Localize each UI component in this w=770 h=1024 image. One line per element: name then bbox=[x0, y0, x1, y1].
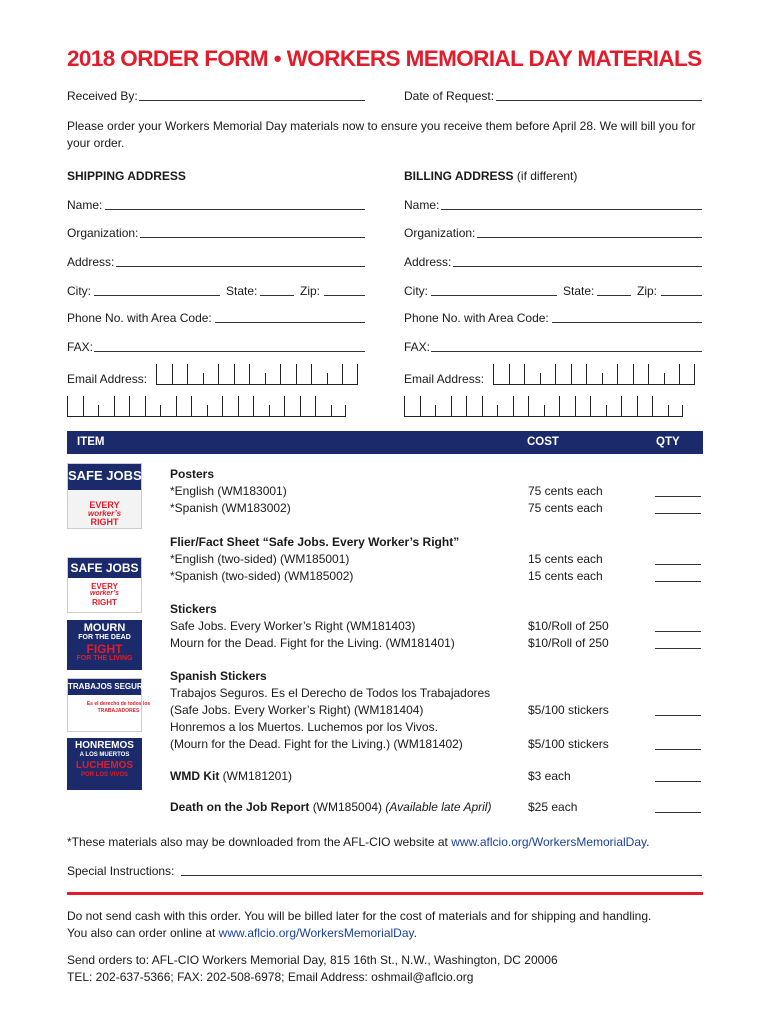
flier-cost-spanish: 15 cents each bbox=[528, 569, 603, 583]
wmd-kit-cost: $3 each bbox=[528, 769, 571, 783]
billing-heading-wrap bbox=[404, 168, 577, 185]
honremos-thumb-line1: HONREMOS bbox=[75, 740, 134, 751]
spanish-stickers-line3: Honremos a los Muertos. Luchemos por los Vivos. bbox=[170, 720, 438, 734]
flier-thumb-line3: worker’s bbox=[90, 590, 119, 597]
qty-field-wmd-kit[interactable] bbox=[655, 781, 701, 782]
shipping-fax-label: FAX: bbox=[67, 340, 94, 354]
special-instructions-label: Special Instructions: bbox=[67, 864, 175, 878]
shipping-phone-label: Phone No. with Area Code: bbox=[67, 311, 212, 325]
mourn-thumb-line2: FOR THE DEAD bbox=[78, 634, 131, 641]
poster-thumb-line4: RIGHT bbox=[90, 517, 119, 527]
shipping-city-label: City: bbox=[67, 284, 91, 298]
poster-thumb-line1: SAFE JOBS bbox=[68, 468, 142, 483]
footnote-text: *These materials also may be downloaded from the AFL-CIO website at bbox=[67, 835, 452, 849]
wmd-kit-row bbox=[170, 768, 292, 785]
shipping-address-label: Address: bbox=[67, 255, 115, 269]
billing-fax-label: FAX: bbox=[404, 340, 431, 354]
qty-field-posters-spanish[interactable] bbox=[655, 513, 701, 514]
notice-line1: Do not send cash with this order. You will be billed later for the cost of materials and for shipping and handling. bbox=[67, 909, 652, 923]
notice-link[interactable]: www.aflcio.org/WorkersMemorialDay bbox=[218, 926, 414, 940]
qty-field-flier-spanish[interactable] bbox=[655, 581, 701, 582]
report-title: Death on the Job Report bbox=[170, 800, 310, 814]
billing-city-field[interactable] bbox=[431, 295, 557, 296]
flier-title: Flier/Fact Sheet “Safe Jobs. Every Worker’s Right” bbox=[170, 535, 460, 549]
flier-thumb-line4: RIGHT bbox=[92, 598, 117, 607]
qty-field-stickers-mourn[interactable] bbox=[655, 648, 701, 649]
stickers-cost-mourn: $10/Roll of 250 bbox=[528, 636, 609, 650]
shipping-name-field[interactable] bbox=[105, 209, 365, 210]
qty-field-posters-english[interactable] bbox=[655, 496, 701, 497]
qty-field-report[interactable] bbox=[655, 812, 701, 813]
page-title: 2018 ORDER FORM • WORKERS MEMORIAL DAY MATERIALS bbox=[67, 46, 702, 71]
special-instructions-field[interactable] bbox=[181, 875, 702, 876]
posters-title: Posters bbox=[170, 467, 215, 481]
flier-thumb-line2: EVERY bbox=[91, 582, 118, 591]
poster-thumbnail bbox=[67, 463, 142, 529]
billing-name-field[interactable] bbox=[441, 209, 702, 210]
flier-thumb-line1: SAFE JOBS bbox=[70, 561, 139, 575]
stickers-line-mourn: Mourn for the Dead. Fight for the Living. (WM181401) bbox=[170, 636, 455, 650]
shipping-state-label: State: bbox=[226, 284, 258, 298]
stickers-line-safe-jobs: Safe Jobs. Every Worker’s Right (WM181403) bbox=[170, 619, 416, 633]
honremos-sticker-thumbnail bbox=[67, 738, 142, 790]
col-qty-header: QTY bbox=[656, 436, 680, 448]
flier-line-english: *English (two-sided) (WM185001) bbox=[170, 552, 350, 566]
shipping-name-label: Name: bbox=[67, 198, 103, 212]
flier-thumbnail bbox=[67, 557, 142, 613]
mourn-thumb-line1: MOURN bbox=[83, 622, 126, 634]
notice-text: You also can order online at bbox=[67, 926, 219, 940]
shipping-fax-field[interactable] bbox=[94, 351, 365, 352]
spanish-stickers-line4: (Mourn for the Dead. Fight for the Living.) (WM181402) bbox=[170, 737, 463, 751]
shipping-phone-field[interactable] bbox=[215, 322, 365, 323]
footnote-end: . bbox=[646, 835, 650, 849]
report-row bbox=[170, 799, 491, 816]
intro-text: Please order your Workers Memorial Day materials now to ensure you receive them before April 28. We will bill you for your order. bbox=[67, 119, 696, 150]
billing-org-label: Organization: bbox=[404, 226, 476, 240]
table-header bbox=[67, 431, 703, 454]
shipping-heading: SHIPPING ADDRESS bbox=[67, 169, 186, 183]
billing-state-field[interactable] bbox=[597, 295, 631, 296]
honremos-thumb-line4: POR LOS VIVOS bbox=[80, 772, 128, 778]
report-note: (Available late April) bbox=[385, 800, 492, 814]
report-cost: $25 each bbox=[528, 800, 578, 814]
shipping-email-boxes-row2[interactable] bbox=[67, 396, 346, 417]
shipping-org-field[interactable] bbox=[140, 237, 365, 238]
billing-org-field[interactable] bbox=[477, 237, 702, 238]
honremos-thumb-line3: LUCHEMOS bbox=[75, 760, 134, 771]
posters-line-spanish: *Spanish (WM183002) bbox=[170, 501, 291, 515]
trabajos-sticker-thumbnail bbox=[67, 678, 155, 732]
billing-heading: BILLING ADDRESS bbox=[404, 169, 514, 183]
stickers-cost-safe-jobs: $10/Roll of 250 bbox=[528, 619, 609, 633]
mourn-thumb-line3: FIGHT bbox=[86, 642, 123, 656]
stickers-title: Stickers bbox=[170, 602, 217, 616]
poster-thumb-line2: EVERY bbox=[89, 500, 120, 510]
spanish-stickers-line2: (Safe Jobs. Every Worker’s Right) (WM181404) bbox=[170, 703, 424, 717]
billing-city-label: City: bbox=[404, 284, 428, 298]
date-of-request-field[interactable] bbox=[496, 100, 702, 101]
trabajos-thumb-line2: Es el derecho de todos los TRABAJADORES bbox=[86, 701, 151, 714]
billing-zip-field[interactable] bbox=[661, 295, 702, 296]
shipping-zip-label: Zip: bbox=[300, 284, 321, 298]
shipping-email-label: Email Address: bbox=[67, 372, 148, 386]
footnote-link[interactable]: www.aflcio.org/WorkersMemorialDay bbox=[451, 835, 647, 849]
wmd-kit-title: WMD Kit bbox=[170, 769, 220, 783]
date-of-request-label: Date of Request: bbox=[404, 89, 495, 103]
shipping-org-label: Organization: bbox=[67, 226, 139, 240]
spanish-stickers-title: Spanish Stickers bbox=[170, 669, 267, 683]
qty-field-stickers-safe-jobs[interactable] bbox=[655, 631, 701, 632]
billing-address-field[interactable] bbox=[453, 266, 702, 267]
spanish-stickers-cost2: $5/100 stickers bbox=[528, 737, 609, 751]
shipping-email-boxes-row1[interactable] bbox=[156, 364, 358, 385]
col-cost-header: COST bbox=[527, 436, 559, 448]
billing-email-boxes-row1[interactable] bbox=[493, 364, 695, 385]
flier-line-spanish: *Spanish (two-sided) (WM185002) bbox=[170, 569, 354, 583]
received-by-field[interactable] bbox=[139, 100, 365, 101]
honremos-thumb-line2: A LOS MUERTOS bbox=[79, 752, 130, 758]
footnote bbox=[67, 834, 649, 851]
billing-phone-field[interactable] bbox=[552, 322, 702, 323]
shipping-state-field[interactable] bbox=[260, 295, 294, 296]
shipping-city-field[interactable] bbox=[94, 295, 220, 296]
billing-phone-label: Phone No. with Area Code: bbox=[404, 311, 549, 325]
billing-heading-note: (if different) bbox=[516, 169, 578, 183]
notice-line2 bbox=[67, 925, 417, 942]
billing-zip-label: Zip: bbox=[637, 284, 658, 298]
shipping-zip-field[interactable] bbox=[324, 295, 365, 296]
wmd-kit-code: (WM181201) bbox=[222, 769, 293, 783]
mourn-sticker-thumbnail bbox=[67, 620, 142, 670]
billing-state-label: State: bbox=[563, 284, 595, 298]
send-orders-line1: Send orders to: AFL-CIO Workers Memorial Day, 815 16th St., N.W., Washington, DC 20006 bbox=[67, 953, 558, 967]
posters-line-english: *English (WM183001) bbox=[170, 484, 287, 498]
notice-end: . bbox=[413, 926, 417, 940]
billing-email-boxes-row2[interactable] bbox=[404, 396, 683, 417]
mourn-thumb-line4: FOR THE LIVING bbox=[76, 655, 133, 662]
received-by-label: Received By: bbox=[67, 89, 138, 103]
spanish-stickers-cost1: $5/100 stickers bbox=[528, 703, 609, 717]
poster-thumb-line3: worker’s bbox=[87, 509, 122, 518]
spanish-stickers-line1: Trabajos Seguros. Es el Derecho de Todos los Trabajadores bbox=[170, 686, 491, 700]
qty-field-flier-english[interactable] bbox=[655, 564, 701, 565]
flier-cost-english: 15 cents each bbox=[528, 552, 603, 566]
billing-email-label: Email Address: bbox=[404, 372, 485, 386]
qty-field-spanish-stickers-1[interactable] bbox=[655, 715, 701, 716]
billing-address-label: Address: bbox=[404, 255, 452, 269]
send-orders-line2: TEL: 202-637-5366; FAX: 202-508-6978; Email Address: oshmail@aflcio.org bbox=[67, 970, 474, 984]
divider-red bbox=[67, 892, 703, 895]
posters-cost-spanish: 75 cents each bbox=[528, 501, 603, 515]
qty-field-spanish-stickers-2[interactable] bbox=[655, 749, 701, 750]
billing-fax-field[interactable] bbox=[431, 351, 702, 352]
posters-cost-english: 75 cents each bbox=[528, 484, 603, 498]
report-code: (WM185004) bbox=[312, 800, 383, 814]
billing-name-label: Name: bbox=[404, 198, 440, 212]
col-item-header: ITEM bbox=[77, 436, 105, 448]
trabajos-thumb-line1: TRABAJOS SEGUROS bbox=[68, 682, 155, 691]
shipping-address-field[interactable] bbox=[116, 266, 365, 267]
